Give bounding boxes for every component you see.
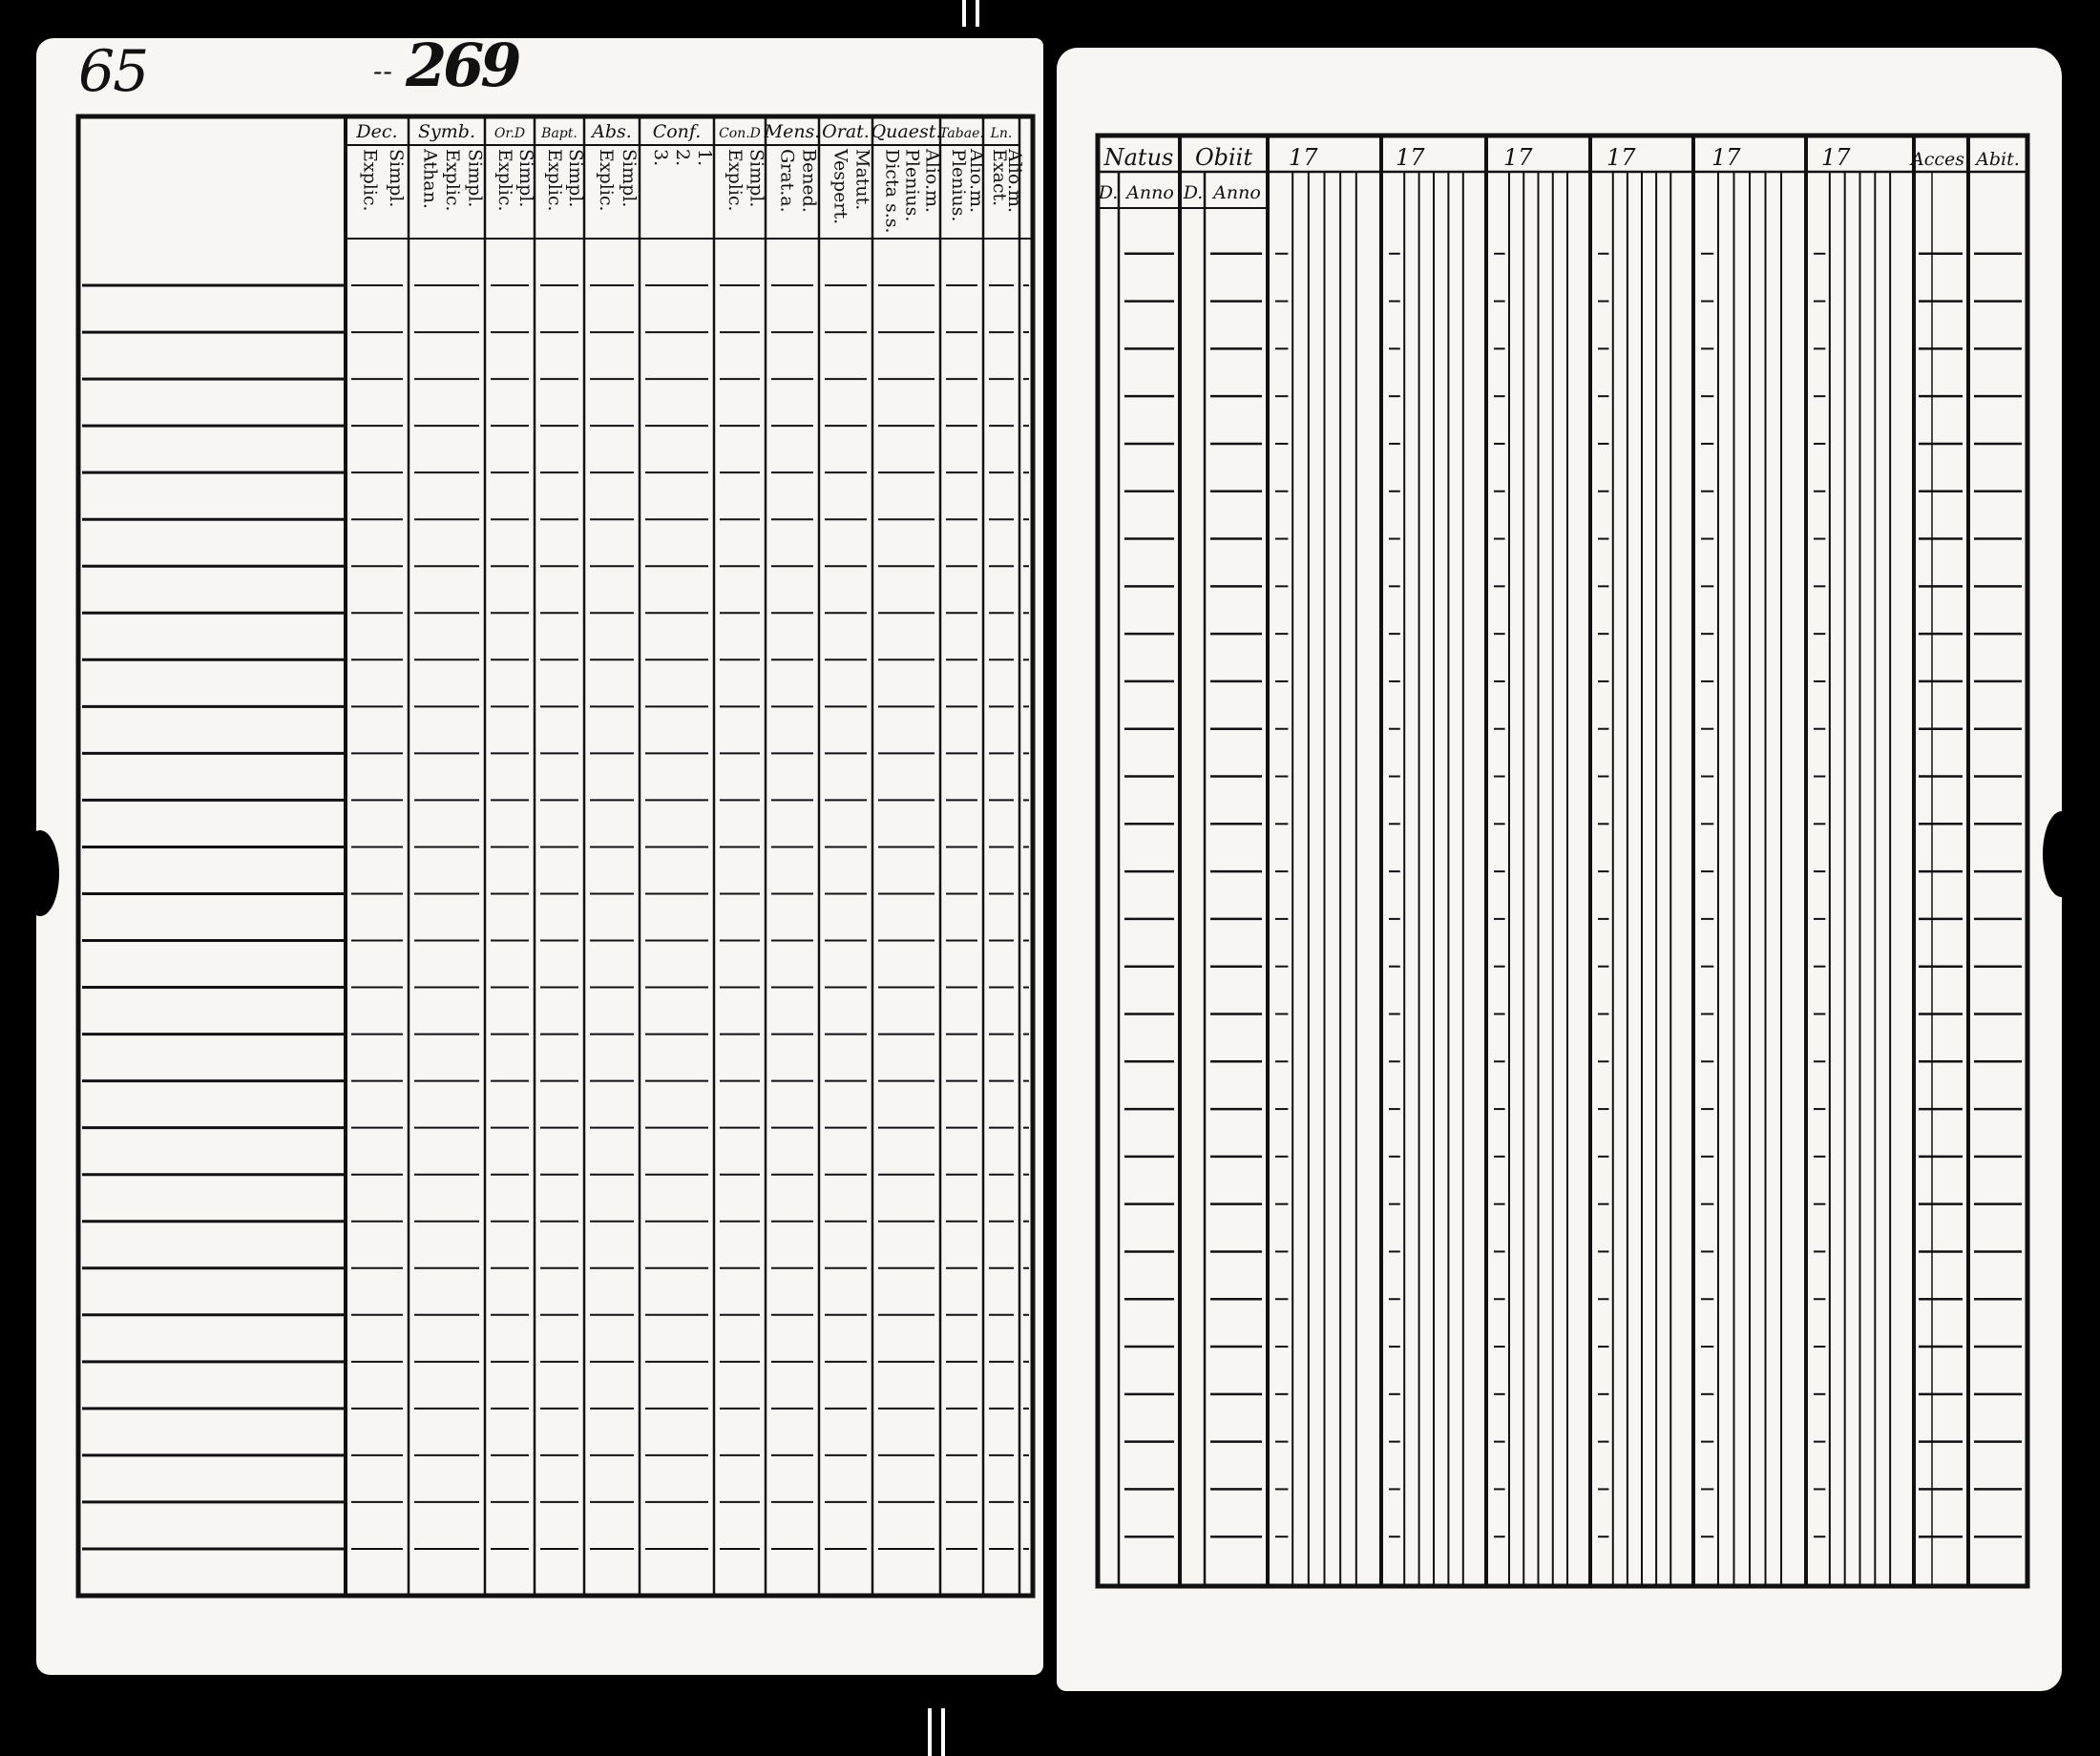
column-subheader: Alio.m. bbox=[921, 149, 943, 214]
column-header: Quaest. bbox=[871, 121, 942, 142]
column-subheader: Alio.m. bbox=[1003, 149, 1025, 214]
column-header: 17 bbox=[1289, 144, 1318, 171]
column-header: Symb. bbox=[418, 121, 475, 142]
column-subheader: Explic. bbox=[595, 149, 617, 212]
column-subheader: Grat.a. bbox=[776, 149, 798, 213]
column-header: Or.D bbox=[494, 126, 526, 141]
column-subheader: Explic. bbox=[724, 149, 746, 212]
column-subheader: Athan. bbox=[419, 149, 441, 209]
column-header: Con.D bbox=[719, 126, 761, 141]
column-subheader: Bened. bbox=[798, 149, 820, 213]
column-subheader: Plenius. bbox=[948, 149, 970, 222]
column-subheader: Simpl. bbox=[564, 149, 586, 208]
column-subheader: D. bbox=[1098, 182, 1119, 203]
column-header: Ln. bbox=[990, 126, 1013, 141]
column-subheader: Explic. bbox=[442, 149, 463, 212]
column-subheader: Simpl. bbox=[385, 149, 407, 208]
column-header: 17 bbox=[1396, 144, 1425, 171]
column-header: 17 bbox=[1712, 144, 1741, 171]
column-subheader: D. bbox=[1183, 182, 1204, 203]
column-header: Dec. bbox=[356, 121, 398, 142]
column-subheader: Simpl. bbox=[746, 149, 767, 208]
column-header: 17 bbox=[1821, 144, 1851, 171]
column-header: Acces. bbox=[1910, 149, 1971, 170]
column-subheader: 1. bbox=[693, 149, 715, 167]
column-subheader: Explic. bbox=[359, 149, 381, 212]
column-subheader: Plenius. bbox=[901, 149, 923, 222]
table-frame bbox=[1098, 136, 2027, 1586]
column-subheader: Exact. bbox=[989, 149, 1011, 207]
column-subheader: 2. bbox=[672, 149, 693, 167]
column-header: 17 bbox=[1503, 144, 1533, 171]
register-number: - - 269 bbox=[406, 31, 517, 100]
column-subheader: Dicta s.s. bbox=[881, 149, 903, 234]
column-subheader: 3. bbox=[650, 149, 672, 167]
column-subheader: Anno bbox=[1213, 182, 1261, 203]
column-subheader: Explic. bbox=[494, 149, 516, 212]
column-subheader: Explic. bbox=[544, 149, 566, 212]
column-header: Natus bbox=[1103, 144, 1174, 171]
column-header: Abs. bbox=[592, 121, 632, 142]
column-header: 17 bbox=[1606, 144, 1636, 171]
column-subheader: Anno bbox=[1126, 182, 1174, 203]
folio-number: 65 bbox=[78, 38, 148, 105]
column-header: Bapt. bbox=[541, 126, 578, 141]
column-subheader: Simpl. bbox=[514, 149, 536, 208]
column-subheader: Simpl. bbox=[464, 149, 486, 208]
column-header: Orat. bbox=[822, 121, 870, 142]
column-subheader: Matut. bbox=[851, 149, 873, 211]
column-subheader: Vespert. bbox=[830, 149, 851, 225]
column-header: Mens. bbox=[764, 121, 821, 142]
column-subheader: Alio.m. bbox=[965, 149, 987, 214]
column-header: Abit. bbox=[1976, 149, 2020, 170]
column-header: Conf. bbox=[652, 121, 702, 142]
column-header: Obiit bbox=[1194, 144, 1253, 171]
column-header: Tabae. bbox=[939, 126, 984, 141]
column-subheader: Simpl. bbox=[619, 149, 640, 208]
